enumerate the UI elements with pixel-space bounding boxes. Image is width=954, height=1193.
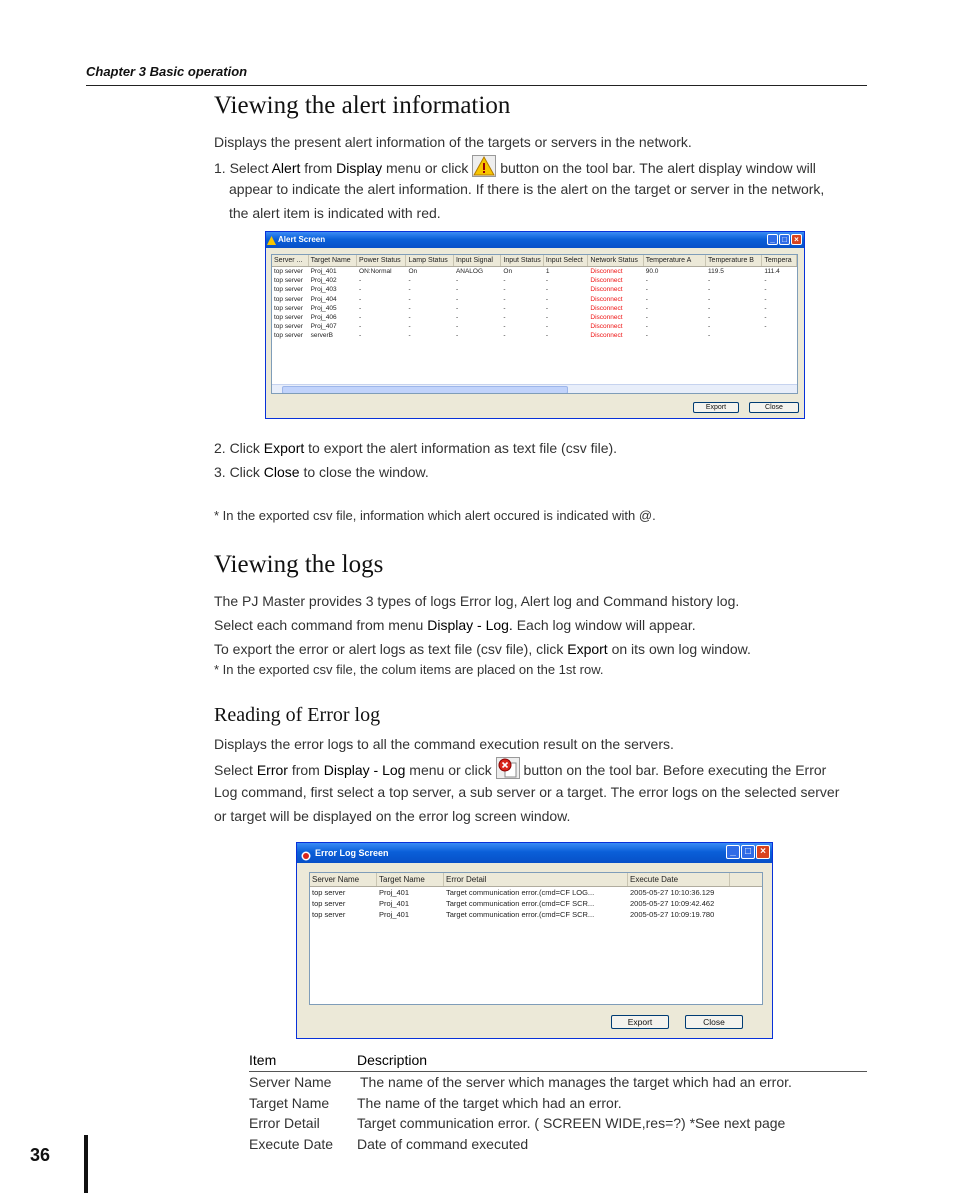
table-cell-description: Target communication error. ( SCREEN WIDE,res=?) *See next page <box>357 1115 786 1131</box>
table-cell: - <box>645 286 648 294</box>
errorlog-line2: Select Error from Display - Log menu or click button on the tool bar. Before executing the Error <box>214 757 826 786</box>
table-row <box>272 276 797 285</box>
table-cell: top server <box>312 888 346 897</box>
table-cell: - <box>708 286 711 294</box>
table-cell: - <box>359 277 362 285</box>
column-header[interactable]: Temperature A <box>644 255 706 266</box>
column-header[interactable]: Execute Date <box>628 873 730 886</box>
table-cell: - <box>455 323 459 331</box>
table-cell: - <box>764 277 767 285</box>
table-cell: top server <box>312 910 346 919</box>
page-margin-bar <box>84 1135 88 1193</box>
table-header-description: Description <box>357 1052 428 1068</box>
table-cell: Proj_403 <box>310 286 337 294</box>
table-cell: Proj_401 <box>379 888 410 897</box>
table-cell: - <box>455 286 459 294</box>
table-cell: 2005-05-27 10:09:19.780 <box>630 910 715 919</box>
table-cell: Target communication error.(cmd=CF SCR... <box>446 910 595 919</box>
table-cell: - <box>708 295 711 303</box>
table-cell-item: Target Name <box>249 1094 330 1111</box>
table-cell: - <box>359 286 362 294</box>
errorlog-line1: Displays the error logs to all the command execution result on the servers. <box>214 736 674 752</box>
table-cell-description: The name of the target which had an error. <box>357 1094 622 1111</box>
logs-line3: To export the error or alert logs as text file (csv file), click Export on its own log window. <box>214 641 751 657</box>
table-cell: Proj_407 <box>310 323 337 331</box>
table-header-item: Item <box>249 1052 277 1068</box>
header-rule <box>86 85 867 86</box>
logs-note: * In the exported csv file, the colum items are placed on the 1st row. <box>214 662 604 677</box>
table-header <box>249 1050 867 1072</box>
column-header[interactable]: Tempera <box>762 255 797 266</box>
table-row <box>249 1134 867 1155</box>
table-cell: - <box>708 304 711 312</box>
logs-line1: The PJ Master provides 3 types of logs Error log, Alert log and Command history log. <box>214 593 740 609</box>
alert-title-icon <box>267 235 276 251</box>
table-cell: - <box>764 295 767 303</box>
table-cell: Proj_401 <box>379 910 410 919</box>
table-cell: On <box>408 268 418 275</box>
table-cell: On <box>503 268 513 275</box>
table-cell: - <box>359 304 362 312</box>
column-header[interactable]: Input Status <box>501 255 544 266</box>
table-cell: top server <box>274 323 303 331</box>
table-cell: - <box>708 323 711 331</box>
table-cell: - <box>645 304 648 312</box>
table-row <box>249 1113 867 1134</box>
column-header[interactable]: Network Status <box>588 255 643 266</box>
table-cell: - <box>764 313 767 321</box>
table-cell: - <box>503 286 506 294</box>
table-row <box>272 322 797 331</box>
table-cell: serverB <box>310 332 333 340</box>
table-cell: top server <box>274 295 303 303</box>
page-number: 36 <box>30 1145 51 1165</box>
table-cell-description: The name of the server which manages the target which had an error. <box>360 1074 792 1090</box>
errorlog-line4: or target will be displayed on the error log screen window. <box>214 808 571 824</box>
table-cell: Disconnect <box>590 277 623 285</box>
table-row <box>310 887 762 898</box>
table-cell: - <box>708 277 711 285</box>
table-cell-item: Error Detail <box>249 1115 320 1131</box>
table-cell: - <box>764 323 767 331</box>
error-window-title: Error Log Screen <box>315 848 389 858</box>
table-cell: ANALOG <box>455 268 484 275</box>
table-cell: - <box>764 304 767 312</box>
table-cell: Disconnect <box>590 286 623 294</box>
table-cell: - <box>408 295 411 303</box>
table-cell: - <box>455 295 459 303</box>
table-cell: - <box>408 304 411 312</box>
table-row <box>272 331 797 340</box>
column-header[interactable]: Target Name <box>377 873 444 886</box>
scroll-thumb[interactable] <box>282 386 568 394</box>
horizontal-scrollbar[interactable] <box>272 384 797 393</box>
table-cell: - <box>455 304 459 312</box>
table-cell: - <box>545 286 549 294</box>
table-cell: - <box>408 286 411 294</box>
close-window-button[interactable]: × <box>791 234 802 245</box>
table-cell: - <box>764 286 767 294</box>
table-cell: - <box>408 332 411 340</box>
step2: 2. Click Export to export the alert information as text file (csv file). <box>214 440 618 456</box>
table-cell: top server <box>274 313 303 321</box>
close-button[interactable]: Close <box>749 402 799 413</box>
table-cell: 2005-05-27 10:10:36.129 <box>630 888 715 897</box>
table-cell: Proj_402 <box>310 277 337 285</box>
table-cell: Disconnect <box>590 268 623 275</box>
column-header[interactable]: Server Name <box>310 873 377 886</box>
section-title-logs: Viewing the logs <box>214 551 384 578</box>
table-cell: - <box>503 313 506 321</box>
table-cell <box>762 331 797 340</box>
table-row <box>249 1072 867 1093</box>
alert-list[interactable] <box>271 254 798 394</box>
error-window-titlebar <box>297 843 772 863</box>
column-header[interactable]: Server ... <box>272 255 309 266</box>
table-row <box>272 267 797 276</box>
table-cell: - <box>503 295 506 303</box>
table-cell: top server <box>274 286 303 294</box>
table-cell: - <box>455 277 459 285</box>
table-cell: Proj_401 <box>310 268 337 275</box>
table-cell: - <box>408 323 411 331</box>
item-description-table <box>249 1050 867 1154</box>
step3: 3. Click Close to close the window. <box>214 464 429 480</box>
table-cell: - <box>645 323 648 331</box>
logs-line2: Select each command from menu Display - Log. Each log window will appear. <box>214 617 696 633</box>
table-cell: - <box>408 313 411 321</box>
close-button[interactable]: Close <box>685 1015 743 1029</box>
table-cell: Proj_406 <box>310 313 337 321</box>
table-cell: Proj_405 <box>310 304 337 312</box>
table-body <box>249 1072 867 1154</box>
table-cell: top server <box>312 899 346 908</box>
table-row <box>272 304 797 313</box>
table-cell: - <box>455 313 459 321</box>
table-cell: Disconnect <box>590 304 623 312</box>
table-cell: Disconnect <box>590 313 623 321</box>
table-cell: Proj_404 <box>310 295 337 303</box>
table-cell: 2005-05-27 10:09:42.462 <box>630 899 715 908</box>
table-cell: - <box>545 323 549 331</box>
table-cell: - <box>503 323 506 331</box>
column-header[interactable]: Power Status <box>357 255 406 266</box>
error-list[interactable] <box>309 872 763 1005</box>
table-cell: - <box>359 332 362 340</box>
table-row <box>249 1093 867 1114</box>
minimize-button[interactable]: _ <box>767 234 778 245</box>
section-title-alert: Viewing the alert information <box>214 92 511 119</box>
error-log-window <box>296 842 773 1039</box>
table-cell: - <box>545 304 549 312</box>
table-cell: - <box>545 313 549 321</box>
alert-window-titlebar <box>266 232 804 248</box>
alert-note: * In the exported csv file, information which alert occured is indicated with @. <box>214 508 656 523</box>
table-cell: 1 <box>545 268 550 275</box>
table-cell: - <box>545 277 549 285</box>
table-cell: - <box>645 277 648 285</box>
table-row <box>272 285 797 294</box>
step1-line1: 1. Select Alert from Display menu or click button on the tool bar. The alert display window will <box>214 155 816 184</box>
table-row <box>310 898 762 909</box>
table-cell: - <box>455 332 459 340</box>
table-row <box>272 295 797 304</box>
column-header[interactable]: Error Detail <box>444 873 628 886</box>
alert-screen-window <box>265 231 805 419</box>
export-button[interactable]: Export <box>611 1015 669 1029</box>
export-button[interactable]: Export <box>693 402 739 413</box>
table-cell: Proj_401 <box>379 899 410 908</box>
table-row <box>310 909 762 920</box>
table-cell-description: Date of command executed <box>357 1135 529 1152</box>
table-cell: - <box>359 295 362 303</box>
table-cell: - <box>645 332 648 340</box>
error-list-header <box>310 873 762 887</box>
maximize-button[interactable]: □ <box>779 234 790 245</box>
table-row <box>272 313 797 322</box>
alert-intro: Displays the present alert information of the targets or servers in the network. <box>214 134 692 150</box>
table-cell: Disconnect <box>590 332 623 340</box>
table-cell: - <box>645 313 648 321</box>
table-cell: - <box>359 313 362 321</box>
alert-window-title: Alert Screen <box>278 235 326 244</box>
table-cell: - <box>503 277 506 285</box>
table-cell: top server <box>274 304 303 312</box>
table-cell: top server <box>274 268 303 275</box>
table-cell: - <box>503 332 506 340</box>
column-header[interactable]: Lamp Status <box>406 255 453 266</box>
error-list-body <box>310 887 762 920</box>
table-cell: 111.4 <box>764 268 780 275</box>
table-cell: Disconnect <box>590 295 623 303</box>
column-header[interactable]: Input Select <box>544 255 589 266</box>
step1-line3: the alert item is indicated with red. <box>229 205 441 221</box>
table-cell: - <box>359 323 362 331</box>
table-cell: - <box>503 304 506 312</box>
table-cell: - <box>545 295 549 303</box>
table-cell: - <box>708 332 711 340</box>
table-cell: 119.5 <box>708 268 724 275</box>
close-window-button[interactable]: × <box>756 845 770 859</box>
table-cell: - <box>545 332 549 340</box>
chapter-heading: Chapter 3 Basic operation <box>86 64 248 79</box>
table-cell: - <box>708 313 711 321</box>
table-cell: Target communication error.(cmd=CF SCR... <box>446 899 595 908</box>
column-header[interactable]: Target Name <box>309 255 357 266</box>
section-title-error-log: Reading of Error log <box>214 704 381 726</box>
table-cell: ON:Normal <box>359 268 392 275</box>
alert-list-body <box>272 267 797 341</box>
step1-line2: appear to indicate the alert information. If there is the alert on the target or server in the network, <box>229 181 825 197</box>
maximize-button[interactable]: □ <box>741 845 755 859</box>
table-cell: top server <box>274 332 303 340</box>
table-cell: top server <box>274 277 303 285</box>
table-cell: Disconnect <box>590 323 623 331</box>
minimize-button[interactable]: _ <box>726 845 740 859</box>
errorlog-line3: Log command, first select a top server, a sub server or a target. The error logs on the selected server <box>214 784 840 800</box>
column-header[interactable]: Input Signal <box>454 255 501 266</box>
table-cell: - <box>408 277 411 285</box>
column-header[interactable]: Temperature B <box>706 255 762 266</box>
table-cell-item: Execute Date <box>249 1135 334 1152</box>
table-cell: - <box>645 295 648 303</box>
table-cell-item: Server Name <box>249 1074 332 1090</box>
table-cell: Target communication error.(cmd=CF LOG... <box>446 888 595 897</box>
error-title-icon <box>301 848 311 868</box>
alert-list-header <box>272 255 797 267</box>
table-cell: 90.0 <box>645 268 659 275</box>
